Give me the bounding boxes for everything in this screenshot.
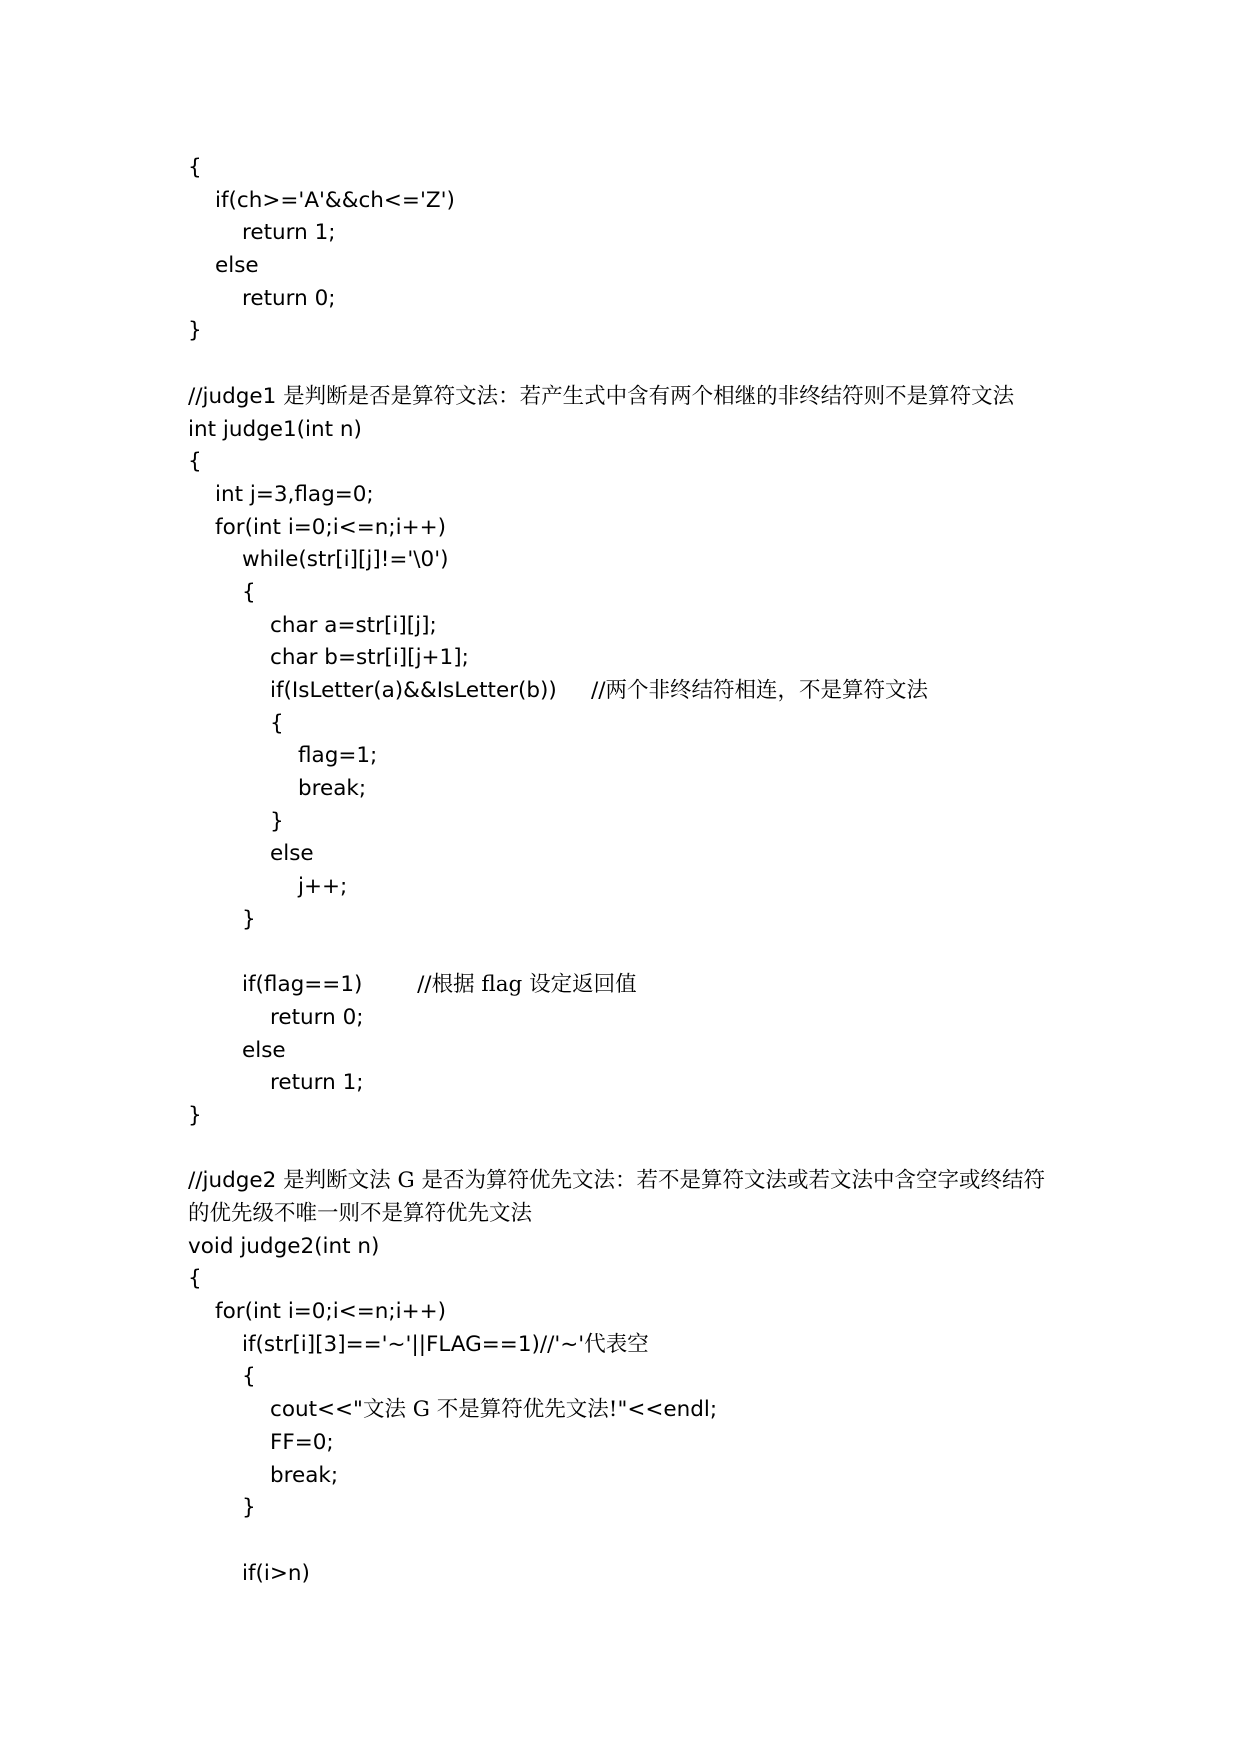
comment-text: 两个非终结符相连，不是算符文法: [605, 678, 928, 703]
code-line: [188, 1035, 1088, 1068]
code-text: {: [188, 1266, 202, 1292]
code-text: if(flag==1) //: [242, 972, 432, 998]
code-text: return 0;: [270, 1004, 364, 1030]
code-text: }: [270, 808, 284, 834]
code-text: break;: [270, 1462, 339, 1488]
code-text: if(IsLetter(a)&&IsLetter(b)) //: [270, 678, 606, 703]
code-text: cout<<": [270, 1397, 363, 1423]
code-line: [188, 250, 1088, 283]
code-line: [188, 512, 1088, 545]
code-line: [188, 1067, 1088, 1100]
code-line: [188, 675, 1088, 708]
code-line: [188, 838, 1088, 871]
code-line: [188, 1427, 1088, 1460]
code-line: [188, 806, 1088, 839]
code-text: }: [188, 318, 202, 344]
comment-text: 文法 G 不是算符优先文法!: [362, 1397, 618, 1423]
code-line: [188, 642, 1088, 675]
code-line: [188, 217, 1088, 250]
code-line: [188, 577, 1088, 610]
code-text: if(ch>='A'&&ch<='Z'): [215, 187, 455, 213]
code-listing: [188, 152, 1088, 1590]
code-text: char a=str[i][j];: [270, 612, 437, 638]
code-tail-text: "<<endl;: [617, 1397, 718, 1423]
comment-text: 是判断文法 G 是否为算符优先文法：若不是算符文法或若文法中含空字或终结符: [276, 1168, 1045, 1194]
code-line: [188, 1329, 1088, 1362]
code-line: [188, 446, 1088, 479]
code-text: void judge2(int n): [188, 1233, 380, 1259]
code-line: [188, 544, 1088, 577]
code-line: [188, 1100, 1088, 1133]
code-text: return 1;: [242, 220, 336, 246]
code-line: [188, 1525, 1088, 1558]
code-line: [188, 1361, 1088, 1394]
code-text: {: [270, 710, 284, 736]
code-line: [188, 479, 1088, 512]
code-text: }: [188, 1102, 202, 1128]
code-text: {: [242, 1364, 256, 1390]
code-text: FF=0;: [270, 1429, 334, 1455]
code-text: return 0;: [242, 285, 336, 311]
code-text: {: [242, 579, 256, 605]
comment-text: 的优先级不唯一则不是算符优先文法: [188, 1201, 533, 1226]
code-text: else: [215, 253, 259, 279]
code-line: [188, 348, 1088, 381]
code-line: [188, 969, 1088, 1002]
code-line: [188, 1165, 1088, 1198]
code-line: [188, 414, 1088, 447]
code-text: int j=3,flag=0;: [215, 481, 374, 507]
comment-text: 是判断是否是算符文法：若产生式中含有两个相继的非终结符则不是算符文法: [276, 383, 1015, 409]
code-line: [188, 610, 1088, 643]
code-text: flag=1;: [298, 743, 378, 769]
code-line: [188, 381, 1088, 414]
code-text: if(i>n): [242, 1560, 310, 1586]
code-line: [188, 1231, 1088, 1264]
code-text: for(int i=0;i<=n;i++): [215, 1299, 446, 1325]
code-line: [188, 937, 1088, 970]
code-line: [188, 1296, 1088, 1329]
code-line: [188, 1198, 1088, 1231]
code-line: [188, 871, 1088, 904]
code-line: [188, 185, 1088, 218]
code-text: int judge1(int n): [188, 416, 362, 442]
code-text: j++;: [298, 874, 348, 900]
code-line: [188, 1133, 1088, 1166]
code-line: [188, 283, 1088, 316]
code-line: [188, 1558, 1088, 1591]
code-line: [188, 773, 1088, 806]
code-text: if(str[i][3]=='~'||FLAG==1)//'~': [242, 1331, 585, 1357]
code-line: [188, 1263, 1088, 1296]
code-line: [188, 315, 1088, 348]
comment-text: 根据 flag 设定返回值: [431, 972, 637, 998]
code-text: }: [242, 1495, 256, 1521]
code-line: [188, 1394, 1088, 1427]
code-line: [188, 904, 1088, 937]
code-text: else: [242, 1037, 286, 1063]
code-line: [188, 1002, 1088, 1035]
code-line: [188, 152, 1088, 185]
code-text: else: [270, 841, 314, 867]
code-text: }: [242, 906, 256, 932]
code-text: {: [188, 155, 202, 180]
code-text: //judge2: [188, 1168, 277, 1194]
code-text: {: [188, 449, 202, 475]
code-line: [188, 740, 1088, 773]
code-text: //judge1: [188, 383, 277, 409]
code-text: for(int i=0;i<=n;i++): [215, 514, 446, 540]
code-text: break;: [298, 776, 367, 802]
code-line: [188, 708, 1088, 741]
code-text: return 1;: [270, 1070, 364, 1096]
code-line: [188, 1460, 1088, 1493]
comment-text: 代表空: [584, 1331, 649, 1357]
code-text: char b=str[i][j+1];: [270, 645, 469, 671]
code-line: [188, 1492, 1088, 1525]
code-text: while(str[i][j]!='\0'): [242, 547, 449, 573]
